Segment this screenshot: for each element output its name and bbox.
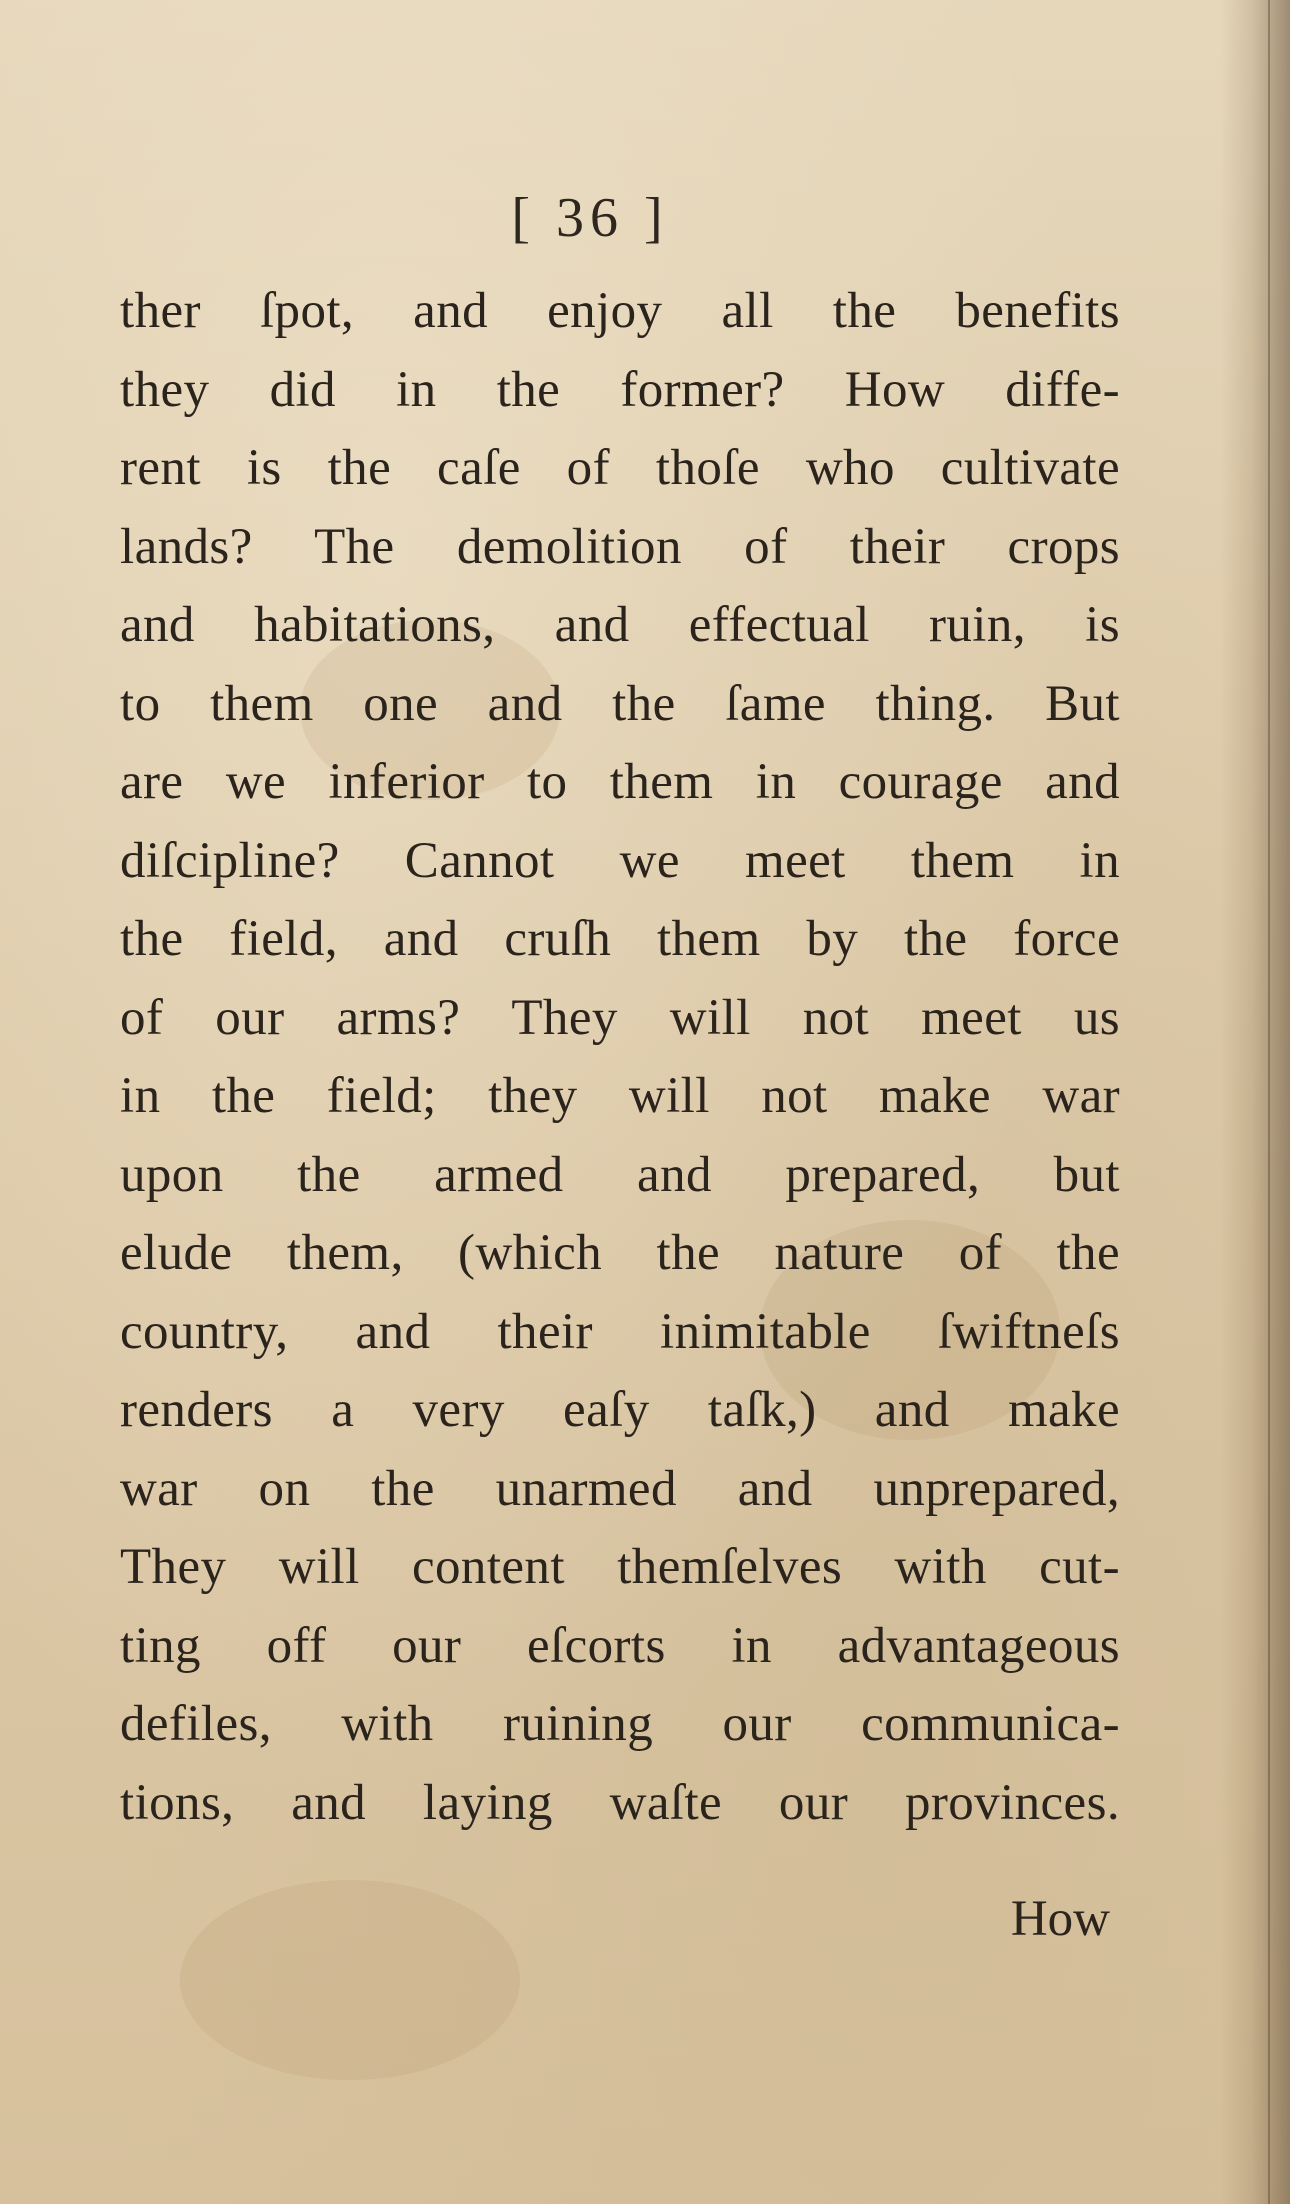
body-text — [120, 272, 1120, 1842]
text-line: diſcipline? Cannot we meet them in — [120, 832, 1120, 889]
text-line: war on the unarmed and unprepared, — [120, 1460, 1120, 1517]
text-line: upon the armed and prepared, but — [120, 1146, 1120, 1203]
page-number-header: [ 36 ] — [511, 187, 669, 249]
text-line: ther ſpot, and enjoy all the benefits — [120, 283, 1120, 339]
text-line: country, and their inimitable ſwiftneſs — [120, 1303, 1120, 1360]
text-line: the field, and cruſh them by the force — [120, 911, 1120, 967]
catchword: How — [1010, 1891, 1110, 1947]
page-edge — [1268, 0, 1270, 2204]
text-line: elude them, (which the nature of the — [120, 1225, 1120, 1281]
text-line: tions, and laying waſte our provinces. — [120, 1774, 1120, 1831]
text-line: they did in the former? How diffe- — [120, 361, 1120, 418]
text-line: rent is the caſe of thoſe who cultivate — [120, 440, 1120, 496]
text-line: They will content themſelves with cut- — [120, 1539, 1120, 1595]
text-line: in the field; they will not make war — [120, 1068, 1120, 1124]
text-line: of our arms? They will not meet us — [120, 989, 1120, 1046]
text-line: lands? The demolition of their crops — [120, 518, 1120, 575]
text-line: are we inferior to them in courage and — [120, 754, 1120, 810]
text-line: to them one and the ſame thing. But — [120, 675, 1120, 732]
text-line: and habitations, and effectual ruin, is — [120, 597, 1120, 653]
text-line: defiles, with ruining our communica- — [120, 1696, 1120, 1752]
page-gutter-shadow — [1220, 0, 1290, 2204]
text-line: renders a very eaſy taſk,) and make — [120, 1382, 1120, 1438]
text-line: ting off our eſcorts in advantageous — [120, 1617, 1120, 1674]
